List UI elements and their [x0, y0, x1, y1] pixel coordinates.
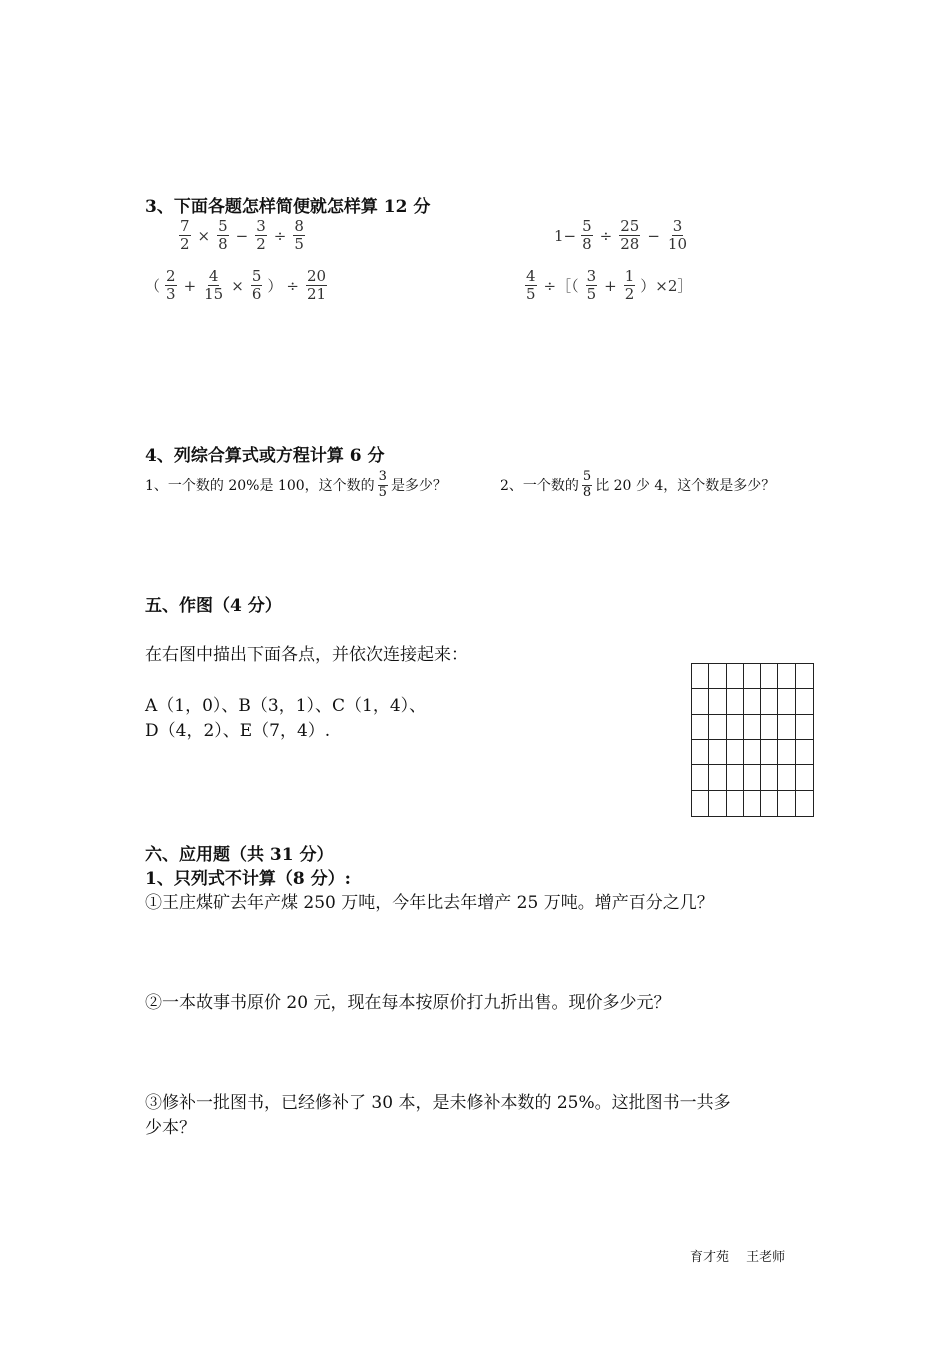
question-4-1: 1、一个数的 20%是 100，这个数的 $\frac{3}{5}$ 是多少？	[145, 469, 447, 500]
fraction: $\frac{2}{3}$	[166, 267, 176, 304]
fraction: $\frac{3}{2}$	[256, 217, 266, 254]
points-line-1: A（1，0）、B（3，1）、C（1，4）、	[145, 696, 427, 716]
points-line-2: D（4，2）、E（7，4）.	[145, 721, 331, 741]
fraction: $\frac{3}{5}$	[586, 267, 597, 304]
section-4-title: 4、列综合算式或方程计算 6 分	[145, 446, 385, 466]
question-6-2: ②一本故事书原价 20 元，现在每本按原价打九折出售。现价多少元？	[145, 993, 671, 1013]
question-6-1: ①王庄煤矿去年产煤 250 万吨，今年比去年增产 25 万吨。增产百分之几？	[145, 893, 714, 913]
fraction: $\frac{20}{21}$	[306, 267, 327, 304]
section-3-title: 3、下面各题怎样简便就怎样算 12 分	[145, 197, 431, 217]
fraction: $\frac{5}{8}$	[582, 469, 592, 500]
question-6-3-line-2: 少本？	[145, 1118, 196, 1138]
fraction: $\frac{25}{28}$	[620, 217, 640, 254]
coordinate-grid	[691, 663, 814, 817]
footer-attribution: 育才苑 王老师	[690, 1250, 786, 1265]
section-5-title: 五、作图（4 分）	[145, 596, 282, 616]
question-6-3-line-1: ③修补一批图书，已经修补了 30 本，是未修补本数的 25%。这批图书一共多	[145, 1093, 731, 1113]
section-6-title: 六、应用题（共 31 分）	[145, 845, 334, 865]
expression-2: 1− $\frac{5}{8}$ ÷ $\frac{25}{28}$ − $\frac{3}{10}$	[554, 217, 688, 254]
section-6-subtitle: 1、只列式不计算（8 分）:	[145, 869, 351, 889]
fraction: $\frac{3}{10}$	[667, 217, 688, 254]
fraction: $\frac{4}{15}$	[204, 267, 224, 304]
fraction: $\frac{5}{8}$	[218, 217, 228, 254]
fraction: $\frac{7}{2}$	[180, 217, 190, 254]
fraction: $\frac{4}{5}$	[526, 267, 536, 304]
drawing-instruction: 在右图中描出下面各点，并依次连接起来：	[145, 645, 468, 665]
fraction: $\frac{5}{6}$	[251, 267, 262, 304]
fraction: $\frac{3}{5}$	[378, 469, 387, 500]
expression-4: $\frac{4}{5}$ ÷［（ $\frac{3}{5}$ + $\frac{1}{2}$ ）×2］	[526, 267, 693, 304]
fraction: $\frac{5}{8}$	[582, 217, 592, 254]
fraction: $\frac{8}{5}$	[294, 217, 304, 254]
expression-1: $\frac{7}{2}$ × $\frac{5}{8}$ − $\frac{3}{2}$ ÷ $\frac{8}{5}$	[180, 217, 304, 254]
question-4-2: 2、一个数的 $\frac{5}{8}$ 比 20 少 4，这个数是多少？	[500, 469, 776, 500]
expression-3: （ $\frac{2}{3}$ + $\frac{4}{15}$ × $\frac{5}{6}$ ） ÷ $\frac{20}{21}$	[145, 267, 327, 304]
fraction: $\frac{1}{2}$	[624, 267, 635, 304]
